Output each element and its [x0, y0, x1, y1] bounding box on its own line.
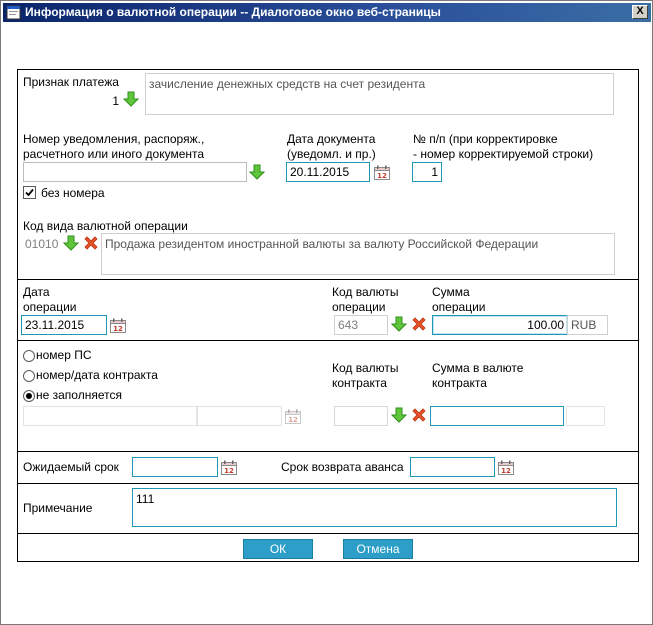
payment-sign-label: Признак платежа: [23, 75, 119, 89]
calendar-icon[interactable]: [221, 460, 237, 475]
divider: [17, 451, 639, 452]
advance-return-label: Срок возврата аванса: [281, 460, 404, 474]
contract-currency-label-2: контракта: [332, 376, 387, 390]
doc-date-label-1: Дата документа: [287, 132, 376, 146]
no-number-label: без номера: [41, 186, 105, 200]
payment-sign-input[interactable]: 1: [23, 91, 123, 111]
contract-currency-label-1: Код валюты: [332, 361, 399, 375]
radio-not-filled-label: не заполняется: [36, 388, 122, 402]
clear-icon[interactable]: [83, 235, 99, 251]
operation-date-label-1: Дата: [23, 285, 50, 299]
contract-currency-input[interactable]: [334, 406, 388, 426]
no-number-checkbox[interactable]: [23, 186, 36, 199]
calendar-icon[interactable]: [285, 409, 301, 424]
clear-icon[interactable]: [411, 407, 427, 423]
operation-date-input[interactable]: 23.11.2015: [21, 315, 107, 335]
advance-return-input[interactable]: [410, 457, 495, 477]
doc-date-input[interactable]: 20.11.2015: [286, 162, 370, 182]
operation-currency-input[interactable]: 643: [334, 315, 388, 335]
contract-amount-label-2: контракта: [432, 376, 487, 390]
calendar-icon[interactable]: [110, 318, 126, 333]
window-title: Информация о валютной операции -- Диалоговое окно веб-страницы: [25, 5, 441, 19]
expected-term-label: Ожидаемый срок: [23, 460, 119, 474]
operation-currency-label-2: операции: [332, 300, 386, 314]
window-icon: [6, 5, 21, 20]
checkmark-icon: [24, 187, 35, 198]
operation-code-label: Код вида валютной операции: [23, 219, 188, 233]
operation-amount-currency: RUB: [567, 315, 608, 335]
notice-number-label-1: Номер уведомления, распоряж.,: [23, 132, 205, 146]
clear-icon[interactable]: [411, 316, 427, 332]
ok-button[interactable]: ОК: [243, 539, 313, 559]
select-arrow-icon[interactable]: [391, 407, 407, 423]
select-arrow-icon[interactable]: [63, 235, 79, 251]
cancel-button[interactable]: Отмена: [343, 539, 413, 559]
calendar-icon[interactable]: [374, 165, 390, 180]
select-arrow-icon[interactable]: [123, 91, 139, 107]
doc-date-label-2: (уведомл. и пр.): [287, 147, 376, 161]
operation-code-input[interactable]: 01010: [23, 234, 61, 254]
note-textarea[interactable]: 111: [132, 488, 617, 527]
radio-contract-number-date-label: номер/дата контракта: [36, 368, 158, 382]
radio-not-filled[interactable]: [23, 390, 35, 402]
expected-term-input[interactable]: [132, 457, 218, 477]
radio-contract-number-date[interactable]: [23, 370, 35, 382]
notice-number-label-2: расчетного или иного документа: [23, 147, 205, 161]
contract-number-input[interactable]: [23, 406, 197, 426]
operation-amount-input[interactable]: 100.00: [432, 315, 568, 335]
notice-number-input[interactable]: [23, 162, 247, 182]
divider: [17, 340, 639, 341]
contract-amount-input[interactable]: [430, 406, 564, 426]
title-bar: [3, 3, 651, 22]
close-icon: X: [636, 5, 644, 17]
radio-ps-number-label: номер ПС: [36, 348, 92, 362]
payment-sign-description: зачисление денежных средств на счет резидента: [145, 73, 614, 115]
operation-code-description: Продажа резидентом иностранной валюты за валюту Российской Федерации: [101, 233, 615, 275]
contract-amount-label-1: Сумма в валюте: [432, 361, 524, 375]
operation-amount-label-2: операции: [432, 300, 486, 314]
row-number-label-2: - номер корректируемой строки): [413, 147, 594, 161]
row-number-input[interactable]: 1: [412, 162, 442, 182]
select-arrow-icon[interactable]: [249, 164, 265, 180]
contract-amount-currency: [566, 406, 605, 426]
note-label: Примечание: [23, 501, 93, 515]
contract-date-input[interactable]: [197, 406, 282, 426]
select-arrow-icon[interactable]: [391, 316, 407, 332]
divider: [17, 483, 639, 484]
divider: [17, 533, 639, 534]
operation-currency-label-1: Код валюты: [332, 285, 399, 299]
operation-date-label-2: операции: [23, 300, 77, 314]
calendar-icon[interactable]: [498, 460, 514, 475]
close-button[interactable]: [632, 5, 648, 19]
divider: [17, 279, 639, 280]
radio-ps-number[interactable]: [23, 350, 35, 362]
row-number-label-1: № п/п (при корректировке: [413, 132, 558, 146]
operation-amount-label-1: Сумма: [432, 285, 470, 299]
